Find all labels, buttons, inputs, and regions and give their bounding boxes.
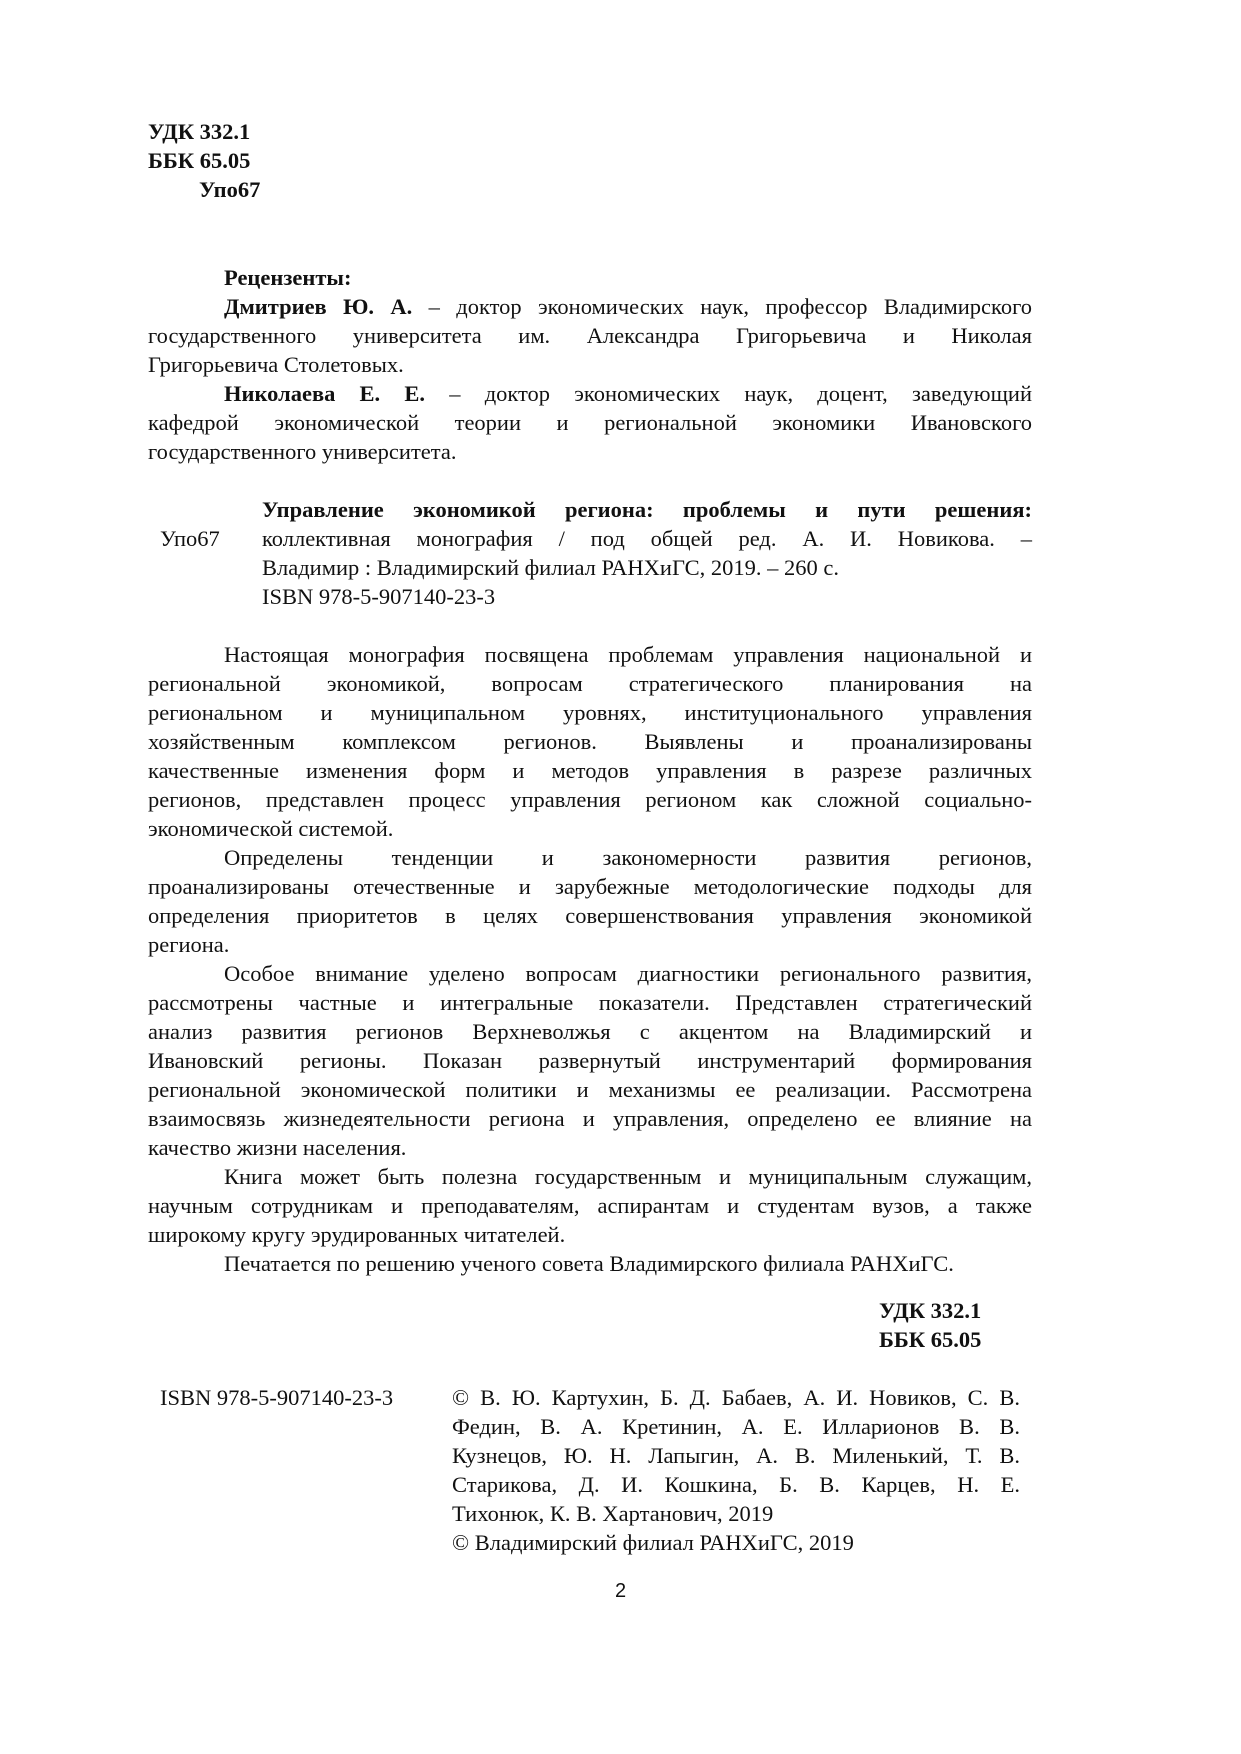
reviewer-1-line-2: государственного университета им. Александра Григорьевича и Николая <box>148 323 1032 348</box>
reviewer-1-line-3: Григорьевича Столетовых. <box>148 352 404 377</box>
abstract-p3-line: качество жизни населения. <box>148 1135 407 1160</box>
abstract-p3-line: Ивановский регионы. Показан развернутый инструментарий формирования <box>148 1048 1032 1073</box>
footer-bbk-code: ББК 65.05 <box>879 1327 982 1352</box>
abstract-p1-line: региональном и муниципальном уровнях, институционального управления <box>148 700 1032 725</box>
copyright-isbn: ISBN 978-5-907140-23-3 <box>160 1385 394 1410</box>
copyright-line: © Владимирский филиал РАНХиГС, 2019 <box>452 1530 854 1555</box>
reviewer-1-name: Дмитриев Ю. А. <box>224 294 413 319</box>
bibliography-mark: Упо67 <box>160 526 220 551</box>
abstract <box>148 640 1032 1278</box>
bibliography-record <box>262 495 1032 611</box>
bibliography-title: Управление экономикой региона: проблемы и пути решения: <box>262 497 1032 522</box>
bibliography-line-2: коллективная монография / под общей ред. А. И. Новикова. – <box>262 526 1032 551</box>
abstract-paragraph-2 <box>148 843 1032 959</box>
abstract-p1-line: хозяйственным комплексом регионов. Выявлены и проанализированы <box>148 729 1032 754</box>
abstract-paragraph-3 <box>148 959 1032 1162</box>
abstract-p1-line: регионов, представлен процесс управления регионом как сложной социально- <box>148 787 1032 812</box>
abstract-p3-line: анализ развития регионов Верхневолжья с акцентом на Владимирский и <box>148 1019 1032 1044</box>
bbk-code: ББК 65.05 <box>148 148 251 173</box>
udk-code: УДК 332.1 <box>148 119 251 144</box>
copyright-line: Тихонюк, К. В. Хартанович, 2019 <box>452 1501 774 1526</box>
copyright-line: © В. Ю. Картухин, Б. Д. Бабаев, А. И. Новиков, С. В. <box>452 1385 1020 1410</box>
reviewer-2 <box>148 379 1032 466</box>
copyright-line: Федин, В. А. Кретинин, А. Е. Илларионов В. В. <box>452 1414 1020 1439</box>
footer-udk-code: УДК 332.1 <box>879 1298 982 1323</box>
bibliography-isbn: ISBN 978-5-907140-23-3 <box>262 584 496 609</box>
abstract-p2-line: проанализированы отечественные и зарубежные методологические подходы для <box>148 874 1032 899</box>
abstract-p4-line: Книга может быть полезна государственным и муниципальным служащим, <box>224 1164 1032 1189</box>
copyright-holders <box>452 1383 1020 1557</box>
reviewer-2-name: Николаева Е. Е. <box>224 381 426 406</box>
reviewers-title: Рецензенты: <box>224 265 352 290</box>
abstract-p2-line: определения приоритетов в целях совершенствования управления экономикой <box>148 903 1032 928</box>
abstract-paragraph-1 <box>148 640 1032 843</box>
author-mark: Упо67 <box>199 177 261 202</box>
abstract-p1-line: Настоящая монография посвящена проблемам управления национальной и <box>224 642 1032 667</box>
abstract-p4-line: широкому кругу эрудированных читателей. <box>148 1222 566 1247</box>
abstract-p4-line: научным сотрудникам и преподавателям, аспирантам и студентам вузов, а также <box>148 1193 1032 1218</box>
abstract-paragraph-4 <box>148 1162 1032 1249</box>
copyright-line: Кузнецов, Ю. Н. Лапыгин, А. В. Миленький, Т. В. <box>452 1443 1020 1468</box>
abstract-paragraph-5 <box>148 1249 1032 1278</box>
reviewer-1 <box>148 292 1032 379</box>
abstract-p1-line: экономической системой. <box>148 816 394 841</box>
bibliography-line-3: Владимир : Владимирский филиал РАНХиГС, 2019. – 260 с. <box>262 555 840 580</box>
reviewer-2-line-3: государственного университета. <box>148 439 457 464</box>
copyright-line: Старикова, Д. И. Кошкина, Б. В. Карцев, Н. Е. <box>452 1472 1020 1497</box>
abstract-p5-line: Печатается по решению ученого совета Владимирского филиала РАНХиГС. <box>224 1251 954 1276</box>
reviewer-2-line-2: кафедрой экономической теории и региональной экономики Ивановского <box>148 410 1032 435</box>
abstract-p1-line: региональной экономикой, вопросам стратегического планирования на <box>148 671 1032 696</box>
abstract-p1-line: качественные изменения форм и методов управления в разрезе различных <box>148 758 1032 783</box>
reviewer-2-line-1 <box>148 379 1032 408</box>
abstract-p2-line: региона. <box>148 932 230 957</box>
abstract-p2-line: Определены тенденции и закономерности развития регионов, <box>224 845 1032 870</box>
reviewer-2-desc: – доктор экономических наук, доцент, заведующий <box>425 381 1032 406</box>
page-number: 2 <box>614 1580 627 1602</box>
reviewer-1-desc: – доктор экономических наук, профессор Владимирского <box>412 294 1033 319</box>
abstract-p3-line: региональной экономической политики и механизмы ее реализации. Рассмотрена <box>148 1077 1032 1102</box>
abstract-p3-line: Особое внимание уделено вопросам диагностики регионального развития, <box>224 961 1032 986</box>
abstract-p3-line: взаимосвязь жизнедеятельности региона и управления, определено ее влияние на <box>148 1106 1032 1131</box>
reviewer-1-line-1 <box>148 292 1032 321</box>
abstract-p3-line: рассмотрены частные и интегральные показатели. Представлен стратегический <box>148 990 1032 1015</box>
